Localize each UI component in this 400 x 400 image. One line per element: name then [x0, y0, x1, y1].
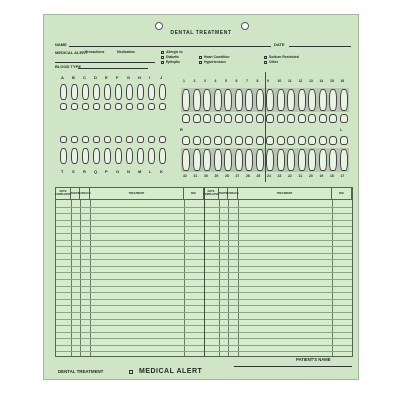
- primary-upper-crown: [137, 103, 144, 110]
- date-line[interactable]: [289, 46, 351, 47]
- primary-lower-letter: R: [83, 169, 86, 174]
- primary-lower-root: [148, 148, 155, 164]
- primary-upper-root: [126, 84, 133, 100]
- primary-lower-letter: O: [116, 169, 120, 174]
- upper-tooth-root: [245, 89, 253, 111]
- primary-upper-root: [148, 84, 155, 100]
- lower-tooth-crown: [308, 136, 316, 145]
- primary-lower-root: [93, 148, 100, 164]
- permanent-tooth-chart: [177, 72, 353, 182]
- precautions-line[interactable]: [55, 62, 155, 63]
- primary-upper-crown: [104, 103, 111, 110]
- epileptic-label: Epileptic: [166, 60, 181, 64]
- lower-tooth-crown: [214, 136, 222, 145]
- upper-tooth-root: [329, 89, 337, 111]
- lower-tooth-number: 23: [277, 174, 282, 178]
- primary-upper-letter: E: [105, 75, 108, 80]
- primary-lower-root: [159, 148, 166, 164]
- lower-tooth-root: [214, 149, 222, 171]
- lower-tooth-root: [266, 149, 274, 171]
- patient-name-line[interactable]: [234, 366, 352, 367]
- lower-tooth-number: 28: [225, 174, 229, 178]
- name-label: NAME: [55, 42, 67, 47]
- lower-tooth-root: [193, 149, 201, 171]
- lower-tooth-number: 32: [183, 174, 187, 178]
- primary-lower-letter: L: [149, 169, 152, 174]
- upper-tooth-number: 16: [340, 79, 345, 83]
- primary-lower-crown: [104, 136, 111, 143]
- upper-tooth-root: [235, 89, 243, 111]
- upper-tooth-root: [214, 89, 222, 111]
- hypertension-label: Hypertension: [204, 60, 226, 64]
- lower-tooth-crown: [319, 136, 327, 145]
- primary-lower-crown: [148, 136, 155, 143]
- upper-tooth-number: 2: [193, 79, 196, 83]
- upper-tooth-crown: [245, 114, 253, 123]
- ledger-header-cell: TREATMENT: [238, 188, 332, 200]
- primary-upper-root: [159, 84, 166, 100]
- lower-tooth-root: [298, 149, 306, 171]
- ledger-header-cell: FEE: [184, 188, 204, 200]
- primary-upper-root: [93, 84, 100, 100]
- upper-tooth-crown: [235, 114, 243, 123]
- upper-tooth-number: 11: [288, 79, 292, 83]
- primary-lower-crown: [159, 136, 166, 143]
- upper-tooth-number: 5: [225, 79, 227, 83]
- medical-alert-label: MEDICAL ALERT: [55, 50, 88, 55]
- upper-tooth-crown: [256, 114, 264, 123]
- primary-lower-letter: P: [105, 169, 108, 174]
- lower-tooth-crown: [256, 136, 264, 145]
- diabetic-checkbox[interactable]: [161, 56, 164, 59]
- lower-tooth-root: [235, 149, 243, 171]
- upper-tooth-crown: [203, 114, 211, 123]
- upper-tooth-root: [193, 89, 201, 111]
- lower-tooth-root: [329, 149, 337, 171]
- upper-tooth-number: 8: [256, 79, 259, 83]
- lower-tooth-number: 30: [204, 174, 208, 178]
- primary-upper-letter: F: [116, 75, 119, 80]
- lower-tooth-crown: [224, 136, 232, 145]
- upper-tooth-crown: [214, 114, 222, 123]
- upper-tooth-number: 12: [298, 79, 303, 83]
- primary-lower-crown: [93, 136, 100, 143]
- primary-lower-root: [71, 148, 78, 164]
- primary-upper-root: [71, 84, 78, 100]
- upper-tooth-crown: [193, 114, 201, 123]
- upper-tooth-number: 15: [330, 79, 334, 83]
- other-checkbox[interactable]: [264, 61, 267, 64]
- precautions-label: Precautions: [85, 50, 105, 54]
- primary-lower-root: [126, 148, 133, 164]
- primary-lower-crown: [115, 136, 122, 143]
- ledger-header-cell: DATE COMPLETED: [204, 188, 219, 200]
- primary-lower-letter: S: [72, 169, 75, 174]
- ledger-header-cell: SURFACE: [228, 188, 238, 200]
- lower-tooth-root: [203, 149, 211, 171]
- ledger-header-cell: FEE: [332, 188, 352, 200]
- date-label: DATE: [274, 42, 285, 47]
- side-right-label: R: [180, 127, 183, 132]
- lower-tooth-crown: [340, 136, 348, 145]
- lower-tooth-root: [245, 149, 253, 171]
- lower-tooth-crown: [235, 136, 243, 145]
- lower-tooth-root: [224, 149, 232, 171]
- lower-tooth-number: 17: [340, 174, 345, 178]
- upper-tooth-number: 6: [235, 79, 238, 83]
- side-left-label: L: [340, 127, 343, 132]
- heart-checkbox[interactable]: [199, 56, 202, 59]
- upper-tooth-root: [256, 89, 264, 111]
- epileptic-checkbox[interactable]: [161, 61, 164, 64]
- primary-lower-root: [137, 148, 144, 164]
- ledger-divider: [204, 188, 205, 356]
- upper-tooth-number: 10: [277, 79, 282, 83]
- upper-tooth-root: [340, 89, 348, 111]
- lower-tooth-number: 21: [298, 174, 303, 178]
- form-title: DENTAL TREATMENT: [170, 30, 232, 36]
- blood-type-line[interactable]: [78, 68, 148, 69]
- primary-lower-crown: [82, 136, 89, 143]
- primary-upper-crown: [115, 103, 122, 110]
- primary-upper-letter: J: [160, 75, 163, 80]
- primary-upper-root: [104, 84, 111, 100]
- upper-tooth-root: [277, 89, 285, 111]
- primary-upper-crown: [148, 103, 155, 110]
- primary-lower-letter: Q: [94, 169, 98, 174]
- lower-tooth-number: 26: [246, 174, 250, 178]
- primary-lower-root: [82, 148, 89, 164]
- primary-upper-crown: [159, 103, 166, 110]
- primary-lower-letter: N: [127, 169, 130, 174]
- allergic-label: Allergic to: [166, 50, 183, 54]
- lower-tooth-number: 20: [309, 174, 313, 178]
- heart-label: Heart Condition: [204, 55, 230, 59]
- lower-tooth-crown: [287, 136, 295, 145]
- lower-tooth-number: 24: [267, 174, 271, 178]
- binder-hole-right: [241, 22, 249, 30]
- footer-dental-treatment: DENTAL TREATMENT: [58, 369, 104, 374]
- upper-tooth-number: 9: [267, 79, 269, 83]
- primary-upper-crown: [82, 103, 89, 110]
- ledger-header-cell: TOOTH: [219, 188, 228, 200]
- ledger-header-cell: TOOTH: [71, 188, 80, 200]
- blood-type-label: BLOOD TYPE: [55, 64, 82, 69]
- primary-lower-crown: [126, 136, 133, 143]
- upper-tooth-crown: [277, 114, 285, 123]
- allergic-checkbox[interactable]: [161, 51, 164, 54]
- upper-tooth-root: [182, 89, 190, 111]
- lower-tooth-root: [277, 149, 285, 171]
- primary-upper-letter: I: [149, 75, 151, 80]
- lower-tooth-root: [182, 149, 190, 171]
- primary-upper-letter: C: [83, 75, 86, 80]
- upper-tooth-crown: [319, 114, 327, 123]
- lower-tooth-number: 22: [288, 174, 292, 178]
- lower-tooth-number: 19: [319, 174, 324, 178]
- upper-tooth-root: [266, 89, 274, 111]
- upper-tooth-number: 13: [309, 79, 313, 83]
- primary-upper-letter: D: [94, 75, 97, 80]
- ledger-header-cell: TREATMENT: [90, 188, 184, 200]
- upper-tooth-root: [308, 89, 316, 111]
- upper-tooth-root: [203, 89, 211, 111]
- upper-tooth-crown: [329, 114, 337, 123]
- primary-lower-letter: K: [160, 169, 163, 174]
- hypertension-checkbox[interactable]: [199, 61, 202, 64]
- primary-lower-root: [104, 148, 111, 164]
- lower-tooth-crown: [203, 136, 211, 145]
- primary-upper-letter: G: [127, 75, 131, 80]
- lower-tooth-crown: [245, 136, 253, 145]
- primary-lower-crown: [137, 136, 144, 143]
- binder-hole-left: [155, 22, 163, 30]
- upper-tooth-root: [287, 89, 295, 111]
- lower-tooth-root: [308, 149, 316, 171]
- ledger-header-cell: SURFACE: [80, 188, 90, 200]
- primary-lower-crown: [60, 136, 67, 143]
- primary-upper-root: [115, 84, 122, 100]
- primary-upper-letter: A: [61, 75, 64, 80]
- lower-tooth-crown: [266, 136, 274, 145]
- lower-tooth-crown: [298, 136, 306, 145]
- primary-lower-crown: [71, 136, 78, 143]
- lower-tooth-number: 31: [193, 174, 198, 178]
- upper-tooth-number: 7: [246, 79, 248, 83]
- dental-form-sheet: [43, 14, 359, 380]
- upper-tooth-crown: [340, 114, 348, 123]
- lower-tooth-root: [287, 149, 295, 171]
- upper-tooth-crown: [266, 114, 274, 123]
- sodium-checkbox[interactable]: [264, 56, 267, 59]
- lower-tooth-number: 27: [235, 174, 240, 178]
- upper-tooth-crown: [308, 114, 316, 123]
- upper-tooth-root: [298, 89, 306, 111]
- patients-name-label: PATIENT'S NAME: [296, 357, 331, 362]
- upper-tooth-number: 4: [214, 79, 217, 83]
- lower-tooth-number: 29: [214, 174, 219, 178]
- primary-upper-crown: [126, 103, 133, 110]
- treatment-ledger: [55, 187, 353, 357]
- lower-tooth-crown: [193, 136, 201, 145]
- primary-upper-crown: [71, 103, 78, 110]
- primary-upper-crown: [93, 103, 100, 110]
- upper-tooth-number: 1: [183, 79, 185, 83]
- upper-tooth-crown: [298, 114, 306, 123]
- primary-upper-letter: H: [138, 75, 141, 80]
- primary-lower-root: [60, 148, 67, 164]
- upper-tooth-number: 14: [319, 79, 324, 83]
- other-label: Other: [269, 60, 279, 64]
- lower-tooth-crown: [182, 136, 190, 145]
- primary-upper-crown: [60, 103, 67, 110]
- primary-lower-letter: M: [138, 169, 142, 174]
- footer-medical-alert: MEDICAL ALERT: [139, 368, 203, 375]
- upper-tooth-crown: [287, 114, 295, 123]
- upper-tooth-root: [224, 89, 232, 111]
- primary-upper-root: [60, 84, 67, 100]
- lower-tooth-root: [319, 149, 327, 171]
- upper-tooth-crown: [182, 114, 190, 123]
- lower-tooth-crown: [277, 136, 285, 145]
- primary-upper-root: [82, 84, 89, 100]
- diabetic-label: Diabetic: [166, 55, 180, 59]
- ledger-header-cell: DATE COMPLETED: [56, 188, 71, 200]
- primary-lower-root: [115, 148, 122, 164]
- primary-upper-root: [137, 84, 144, 100]
- sodium-label: Sodium Restricted: [269, 55, 299, 59]
- upper-tooth-number: 3: [204, 79, 206, 83]
- primary-upper-letter: B: [72, 75, 75, 80]
- upper-tooth-crown: [224, 114, 232, 123]
- lower-tooth-crown: [329, 136, 337, 145]
- lower-tooth-number: 18: [330, 174, 334, 178]
- upper-tooth-root: [319, 89, 327, 111]
- name-line[interactable]: [69, 46, 271, 47]
- medical-alert-checkbox[interactable]: [129, 370, 133, 374]
- lower-tooth-root: [256, 149, 264, 171]
- lower-tooth-number: 25: [256, 174, 261, 178]
- medication-label: Medication: [117, 50, 135, 54]
- primary-lower-letter: T: [61, 169, 64, 174]
- lower-tooth-root: [340, 149, 348, 171]
- primary-tooth-chart: [55, 72, 171, 182]
